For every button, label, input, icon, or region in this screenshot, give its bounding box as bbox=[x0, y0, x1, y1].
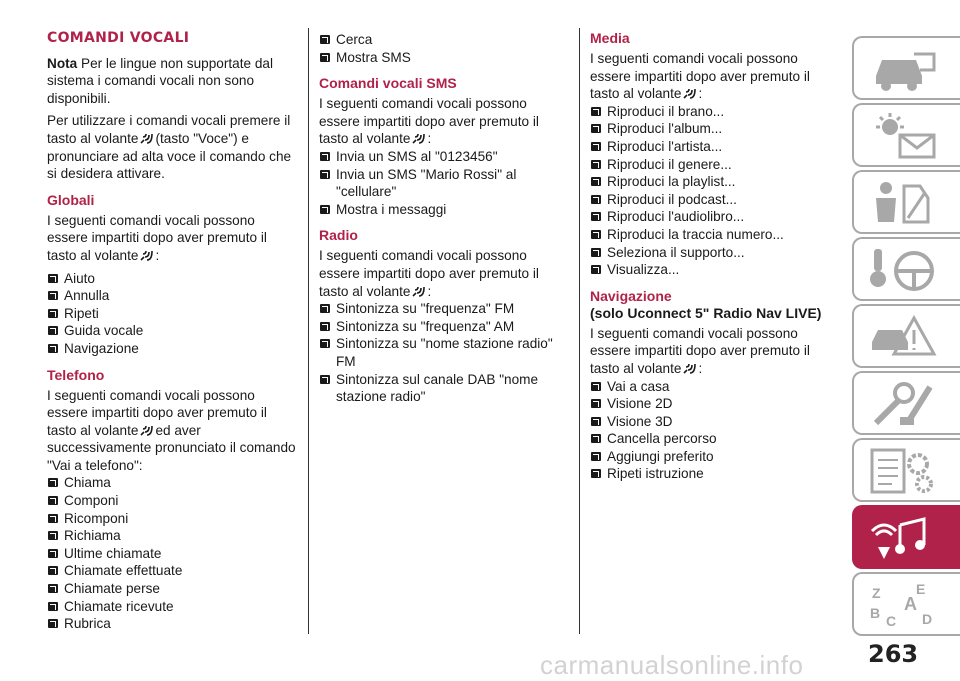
checkbox-bullet-icon bbox=[320, 304, 330, 313]
checkbox-bullet-icon bbox=[591, 469, 601, 478]
list-item-label: Seleziona il supporto... bbox=[607, 244, 745, 260]
checkbox-bullet-icon bbox=[591, 434, 601, 443]
list-item-label: Riproduci l'album... bbox=[607, 121, 723, 137]
checkbox-bullet-icon bbox=[320, 170, 330, 179]
checkbox-bullet-icon bbox=[48, 619, 58, 628]
list-item bbox=[590, 103, 835, 121]
checkbox-bullet-icon bbox=[320, 205, 330, 214]
list-item-label: Riproduci il genere... bbox=[607, 156, 732, 172]
svg-text:Z: Z bbox=[872, 585, 881, 601]
list-item bbox=[590, 156, 835, 174]
tab-starting-driving[interactable] bbox=[852, 237, 960, 301]
checkbox-bullet-icon bbox=[48, 549, 58, 558]
usage-paragraph bbox=[47, 112, 297, 182]
note-label: Nota bbox=[47, 55, 78, 71]
list-item bbox=[590, 244, 835, 262]
car-icon bbox=[864, 44, 944, 94]
voice-button-icon bbox=[411, 131, 425, 145]
list-item-label: Cerca bbox=[336, 32, 373, 47]
checkbox-bullet-icon bbox=[320, 322, 330, 331]
section-title: COMANDI VOCALI bbox=[47, 30, 190, 46]
list-item bbox=[590, 378, 835, 396]
list-item-label: Richiama bbox=[64, 528, 121, 544]
tab-technical-data[interactable] bbox=[852, 438, 960, 502]
navigazione-subtitle: (solo Uconnect 5" Radio Nav LIVE) bbox=[590, 304, 822, 321]
checkbox-bullet-icon bbox=[591, 248, 601, 257]
list-item bbox=[319, 148, 567, 166]
list-item bbox=[319, 166, 567, 201]
list-item bbox=[47, 598, 297, 616]
list-item bbox=[590, 430, 835, 448]
checkbox-bullet-icon bbox=[591, 417, 601, 426]
sms-after: : bbox=[427, 131, 432, 147]
list-item-label: Invia un SMS "Mario Rossi" al "cellulare" bbox=[336, 166, 517, 200]
checkbox-bullet-icon bbox=[48, 291, 58, 300]
list-item-label: Chiama bbox=[64, 475, 111, 491]
list-item bbox=[319, 300, 567, 318]
list-item bbox=[47, 474, 297, 492]
telefono-list-continued bbox=[319, 31, 567, 66]
list-item bbox=[47, 545, 297, 563]
list-item-label: Chiamate ricevute bbox=[64, 598, 174, 614]
checkbox-bullet-icon bbox=[48, 566, 58, 575]
list-item bbox=[590, 261, 835, 279]
list-item bbox=[319, 201, 567, 219]
list-item-label: Chiamate effettuate bbox=[64, 563, 183, 579]
navigazione-text bbox=[590, 325, 835, 378]
list-item bbox=[47, 492, 297, 510]
checkbox-bullet-icon bbox=[320, 53, 330, 62]
navigazione-title bbox=[590, 288, 835, 322]
telefono-intro: I seguenti comandi vocali possono essere impartiti dopo aver premuto il tasto al volante bbox=[47, 387, 267, 438]
tab-emergency[interactable] bbox=[852, 304, 960, 368]
list-item-label: Riproduci il brano... bbox=[607, 103, 725, 119]
checkbox-bullet-icon bbox=[591, 382, 601, 391]
safety-icon bbox=[864, 178, 944, 228]
checkbox-bullet-icon bbox=[591, 124, 601, 133]
list-item-label: Riproduci l'audiolibro... bbox=[607, 209, 745, 225]
checkbox-bullet-icon bbox=[48, 602, 58, 611]
list-item-label: Sintonizza su "nome stazione radio" FM bbox=[336, 336, 553, 369]
list-item bbox=[590, 465, 835, 483]
list-item bbox=[319, 371, 567, 406]
starting-driving-icon bbox=[864, 245, 944, 295]
note-text: Per le lingue non supportate dal sistema i comandi vocali non sono disponibili. bbox=[47, 55, 273, 106]
navigazione-list bbox=[590, 378, 835, 484]
technical-data-icon bbox=[864, 446, 944, 496]
list-item-label: Ripeti istruzione bbox=[607, 466, 704, 482]
checkbox-bullet-icon bbox=[591, 177, 601, 186]
list-item-label: Sintonizza su "frequenza" AM bbox=[336, 318, 515, 334]
media-after: : bbox=[698, 86, 703, 102]
list-item bbox=[47, 510, 297, 528]
voice-button-icon bbox=[411, 284, 425, 298]
checkbox-bullet-icon bbox=[591, 452, 601, 461]
list-item-label: Mostra i messaggi bbox=[336, 201, 447, 217]
list-item bbox=[590, 173, 835, 191]
telefono-text bbox=[47, 387, 297, 475]
tab-warning-lights[interactable] bbox=[852, 103, 960, 167]
list-item-label: Ricomponi bbox=[64, 510, 129, 526]
media-text bbox=[590, 50, 835, 103]
voice-button-icon bbox=[139, 131, 153, 145]
globali-text bbox=[47, 212, 297, 265]
list-item bbox=[319, 31, 567, 49]
list-item bbox=[47, 270, 297, 288]
multimedia-icon bbox=[864, 513, 944, 563]
checkbox-bullet-icon bbox=[591, 212, 601, 221]
checkbox-bullet-icon bbox=[48, 478, 58, 487]
svg-text:A: A bbox=[904, 594, 917, 614]
index-icon bbox=[864, 580, 944, 630]
list-item bbox=[47, 580, 297, 598]
voice-button-icon bbox=[139, 248, 153, 262]
navigazione-after: : bbox=[698, 360, 703, 376]
checkbox-bullet-icon bbox=[48, 514, 58, 523]
checkbox-bullet-icon bbox=[48, 274, 58, 283]
sms-text bbox=[319, 95, 567, 148]
list-item-label: Sintonizza sul canale DAB "nome stazione radio" bbox=[336, 371, 539, 405]
emergency-icon bbox=[864, 312, 944, 362]
list-item-label: Riproduci la traccia numero... bbox=[607, 226, 784, 242]
list-item bbox=[590, 413, 835, 431]
list-item-label: Riproduci il podcast... bbox=[607, 191, 737, 207]
globali-after: : bbox=[155, 247, 160, 263]
telefono-after: ed aver successivamente pronunciato il comando "Vai a telefono": bbox=[47, 422, 296, 473]
list-item-label: Ripeti bbox=[64, 305, 99, 321]
list-item-label: Invia un SMS al "0123456" bbox=[336, 148, 498, 164]
telefono-title: Telefono bbox=[47, 366, 105, 383]
list-item bbox=[590, 138, 835, 156]
media-title: Media bbox=[590, 30, 630, 46]
list-item bbox=[590, 395, 835, 413]
column-3 bbox=[590, 28, 835, 487]
warning-lights-icon bbox=[864, 111, 944, 161]
list-item-label: Navigazione bbox=[64, 340, 139, 356]
checkbox-bullet-icon bbox=[48, 344, 58, 353]
page-number: 263 bbox=[868, 640, 919, 668]
telefono-list bbox=[47, 474, 297, 632]
radio-list bbox=[319, 300, 567, 406]
list-item bbox=[47, 562, 297, 580]
list-item bbox=[319, 335, 567, 370]
list-item-label: Vai a casa bbox=[607, 378, 670, 394]
sms-list bbox=[319, 148, 567, 218]
list-item-label: Rubrica bbox=[64, 616, 111, 632]
list-item bbox=[47, 340, 297, 358]
checkbox-bullet-icon bbox=[591, 265, 601, 274]
checkbox-bullet-icon bbox=[591, 160, 601, 169]
watermark: carmanualsonline.info bbox=[540, 650, 804, 680]
list-item-label: Chiamate perse bbox=[64, 581, 160, 597]
list-item-label: Riproduci la playlist... bbox=[607, 174, 736, 190]
checkbox-bullet-icon bbox=[48, 326, 58, 335]
usage-text: Per utilizzare i comandi vocali premere il tasto al volante bbox=[47, 113, 291, 146]
voice-button-icon bbox=[139, 423, 153, 437]
checkbox-bullet-icon bbox=[591, 107, 601, 116]
checkbox-bullet-icon bbox=[591, 195, 601, 204]
column-divider bbox=[308, 28, 309, 634]
list-item bbox=[47, 287, 297, 305]
list-item-label: Ultime chiamate bbox=[64, 545, 162, 561]
list-item-label: Riproduci l'artista... bbox=[607, 138, 723, 154]
list-item-label: Aiuto bbox=[64, 270, 95, 286]
list-item-label: Mostra SMS bbox=[336, 49, 411, 65]
list-item bbox=[319, 49, 567, 67]
checkbox-bullet-icon bbox=[48, 309, 58, 318]
list-item-label: Annulla bbox=[64, 288, 110, 304]
maintenance-icon bbox=[864, 379, 944, 429]
list-item bbox=[47, 322, 297, 340]
svg-text:C: C bbox=[886, 613, 897, 629]
radio-after: : bbox=[427, 283, 432, 299]
list-item-label: Componi bbox=[64, 493, 119, 509]
checkbox-bullet-icon bbox=[591, 230, 601, 239]
list-item-label: Visione 2D bbox=[607, 396, 673, 412]
checkbox-bullet-icon bbox=[48, 496, 58, 505]
checkbox-bullet-icon bbox=[591, 142, 601, 151]
navigazione-title-text: Navigazione bbox=[590, 287, 672, 304]
list-item-label: Aggiungi preferito bbox=[607, 448, 714, 464]
checkbox-bullet-icon bbox=[320, 35, 330, 44]
list-item bbox=[47, 527, 297, 545]
checkbox-bullet-icon bbox=[591, 399, 601, 408]
checkbox-bullet-icon bbox=[320, 152, 330, 161]
list-item bbox=[47, 615, 297, 633]
sms-title: Comandi vocali SMS bbox=[319, 75, 457, 92]
navigazione-intro: I seguenti comandi vocali possono essere impartiti dopo aver premuto il tasto al volante bbox=[590, 325, 810, 376]
list-item bbox=[47, 305, 297, 323]
checkbox-bullet-icon bbox=[320, 375, 330, 384]
column-2 bbox=[319, 31, 567, 410]
list-item-label: Cancella percorso bbox=[607, 431, 717, 447]
voice-button-icon bbox=[682, 86, 696, 100]
svg-text:D: D bbox=[922, 611, 933, 627]
tab-car[interactable] bbox=[852, 36, 960, 100]
column-divider bbox=[579, 28, 580, 634]
list-item bbox=[590, 448, 835, 466]
list-item-label: Sintonizza su "frequenza" FM bbox=[336, 301, 515, 317]
list-item bbox=[319, 318, 567, 336]
checkbox-bullet-icon bbox=[48, 584, 58, 593]
note-paragraph bbox=[47, 55, 297, 108]
column-1 bbox=[47, 28, 297, 637]
globali-title: Globali bbox=[47, 191, 95, 208]
list-item-label: Visualizza... bbox=[607, 262, 680, 278]
globali-intro: I seguenti comandi vocali possono essere impartiti dopo aver premuto il tasto al volante bbox=[47, 212, 267, 263]
radio-text bbox=[319, 247, 567, 300]
media-list bbox=[590, 103, 835, 279]
tab-multimedia[interactable] bbox=[852, 505, 960, 569]
radio-title: Radio bbox=[319, 227, 358, 244]
radio-intro: I seguenti comandi vocali possono essere impartiti dopo aver premuto il tasto al volante bbox=[319, 248, 539, 299]
svg-text:E: E bbox=[916, 581, 926, 597]
list-item-label: Visione 3D bbox=[607, 413, 673, 429]
voice-button-icon bbox=[682, 361, 696, 375]
checkbox-bullet-icon bbox=[320, 339, 330, 348]
list-item bbox=[590, 120, 835, 138]
list-item bbox=[590, 208, 835, 226]
checkbox-bullet-icon bbox=[48, 531, 58, 540]
list-item-label: Guida vocale bbox=[64, 323, 144, 339]
sms-intro: I seguenti comandi vocali possono essere impartiti dopo aver premuto il tasto al volante bbox=[319, 96, 539, 147]
globali-list bbox=[47, 270, 297, 358]
list-item bbox=[590, 191, 835, 209]
list-item bbox=[590, 226, 835, 244]
tab-maintenance[interactable] bbox=[852, 371, 960, 435]
svg-text:B: B bbox=[870, 605, 881, 621]
tab-index[interactable] bbox=[852, 572, 960, 636]
media-intro: I seguenti comandi vocali possono essere impartiti dopo aver premuto il tasto al volante bbox=[590, 51, 810, 102]
usage-text-after: (tasto "Voce") e pronunciare ad alta voce il comando che si desidera attivare. bbox=[47, 130, 292, 182]
tab-safety[interactable] bbox=[852, 170, 960, 234]
